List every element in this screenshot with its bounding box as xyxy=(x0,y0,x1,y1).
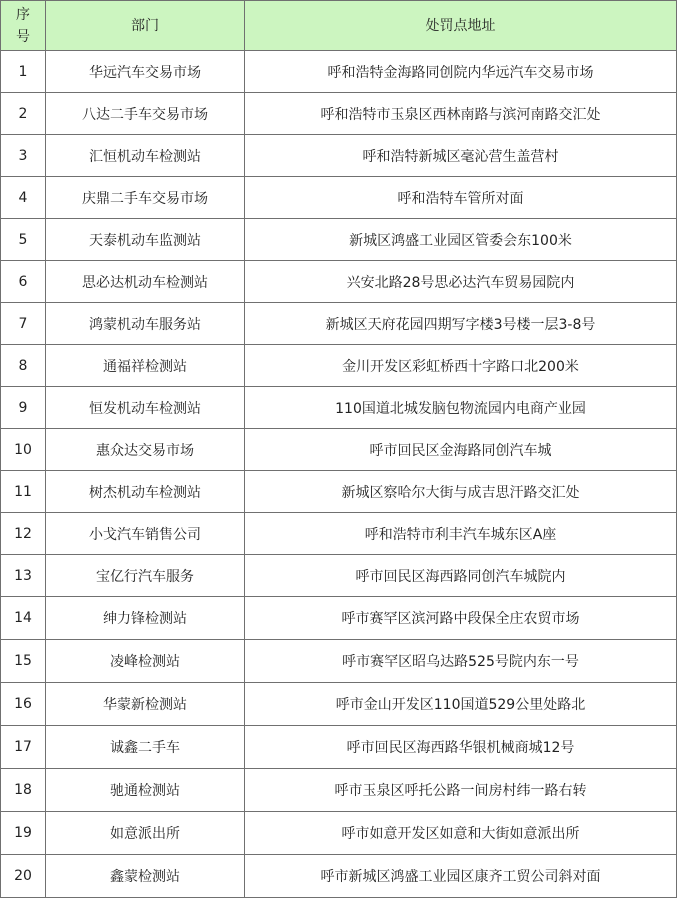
row-number: 1 xyxy=(1,51,46,93)
row-address: 呼和浩特市利丰汽车城东区A座 xyxy=(245,513,677,555)
table-row xyxy=(1,51,677,93)
row-address: 金川开发区彩虹桥西十字路口北200米 xyxy=(245,345,677,387)
row-address: 呼和浩特车管所对面 xyxy=(245,177,677,219)
table-row xyxy=(1,769,677,812)
row-department: 恒发机动车检测站 xyxy=(46,387,245,429)
row-number: 4 xyxy=(1,177,46,219)
row-address: 新城区天府花园四期写字楼3号楼一层3-8号 xyxy=(245,303,677,345)
row-address: 呼市金山开发区110国道529公里处路北 xyxy=(245,683,677,726)
row-department: 鑫蒙检测站 xyxy=(46,855,245,898)
table-row xyxy=(1,345,677,387)
row-department: 通福祥检测站 xyxy=(46,345,245,387)
row-department: 思必达机动车检测站 xyxy=(46,261,245,303)
row-department: 小戈汽车销售公司 xyxy=(46,513,245,555)
row-department: 华蒙新检测站 xyxy=(46,683,245,726)
row-address: 呼和浩特新城区毫沁营生盖营村 xyxy=(245,135,677,177)
row-number: 19 xyxy=(1,812,46,855)
row-number: 15 xyxy=(1,640,46,683)
row-number: 3 xyxy=(1,135,46,177)
row-department: 绅力锋检测站 xyxy=(46,597,245,640)
table-row xyxy=(1,471,677,513)
table-body xyxy=(1,51,677,898)
header-number: 序号 xyxy=(1,1,46,51)
table-row xyxy=(1,135,677,177)
table-row xyxy=(1,812,677,855)
table-row xyxy=(1,640,677,683)
row-address: 呼市赛罕区滨河路中段保全庄农贸市场 xyxy=(245,597,677,640)
table-row xyxy=(1,261,677,303)
row-number: 20 xyxy=(1,855,46,898)
table-row xyxy=(1,555,677,597)
table-row xyxy=(1,513,677,555)
row-department: 诚鑫二手车 xyxy=(46,726,245,769)
row-department: 惠众达交易市场 xyxy=(46,429,245,471)
row-number: 18 xyxy=(1,769,46,812)
row-address: 呼市新城区鸿盛工业园区康齐工贸公司斜对面 xyxy=(245,855,677,898)
row-department: 树杰机动车检测站 xyxy=(46,471,245,513)
header-address: 处罚点地址 xyxy=(245,1,677,51)
table-row xyxy=(1,855,677,898)
row-number: 5 xyxy=(1,219,46,261)
row-number: 10 xyxy=(1,429,46,471)
row-number: 12 xyxy=(1,513,46,555)
row-department: 华远汽车交易市场 xyxy=(46,51,245,93)
row-department: 宝亿行汽车服务 xyxy=(46,555,245,597)
row-number: 16 xyxy=(1,683,46,726)
row-number: 13 xyxy=(1,555,46,597)
row-number: 6 xyxy=(1,261,46,303)
table-row xyxy=(1,93,677,135)
table-header xyxy=(1,1,677,51)
row-number: 2 xyxy=(1,93,46,135)
row-address: 新城区察哈尔大街与成吉思汗路交汇处 xyxy=(245,471,677,513)
row-number: 17 xyxy=(1,726,46,769)
table-row xyxy=(1,597,677,640)
table-row xyxy=(1,387,677,429)
row-address: 呼市如意开发区如意和大街如意派出所 xyxy=(245,812,677,855)
row-department: 天泰机动车监测站 xyxy=(46,219,245,261)
row-department: 庆鼎二手车交易市场 xyxy=(46,177,245,219)
row-address: 呼市回民区海西路同创汽车城院内 xyxy=(245,555,677,597)
row-address: 呼市回民区海西路华银机械商城12号 xyxy=(245,726,677,769)
row-number: 11 xyxy=(1,471,46,513)
header-department: 部门 xyxy=(46,1,245,51)
table-row xyxy=(1,177,677,219)
row-address: 呼和浩特市玉泉区西林南路与滨河南路交汇处 xyxy=(245,93,677,135)
row-department: 鸿蒙机动车服务站 xyxy=(46,303,245,345)
row-address: 呼市玉泉区呼托公路一间房村纬一路右转 xyxy=(245,769,677,812)
table-row xyxy=(1,683,677,726)
table-row xyxy=(1,429,677,471)
row-department: 如意派出所 xyxy=(46,812,245,855)
row-department: 汇恒机动车检测站 xyxy=(46,135,245,177)
row-address: 呼市赛罕区昭乌达路525号院内东一号 xyxy=(245,640,677,683)
table-row xyxy=(1,726,677,769)
header-row xyxy=(1,1,677,51)
table-row xyxy=(1,303,677,345)
row-department: 驰通检测站 xyxy=(46,769,245,812)
row-address: 呼和浩特金海路同创院内华远汽车交易市场 xyxy=(245,51,677,93)
row-address: 110国道北城发脑包物流园内电商产业园 xyxy=(245,387,677,429)
row-number: 9 xyxy=(1,387,46,429)
row-address: 呼市回民区金海路同创汽车城 xyxy=(245,429,677,471)
table-row xyxy=(1,219,677,261)
row-address: 新城区鸿盛工业园区管委会东100米 xyxy=(245,219,677,261)
row-department: 凌峰检测站 xyxy=(46,640,245,683)
row-department: 八达二手车交易市场 xyxy=(46,93,245,135)
row-number: 14 xyxy=(1,597,46,640)
row-number: 8 xyxy=(1,345,46,387)
row-number: 7 xyxy=(1,303,46,345)
row-address: 兴安北路28号思必达汽车贸易园院内 xyxy=(245,261,677,303)
